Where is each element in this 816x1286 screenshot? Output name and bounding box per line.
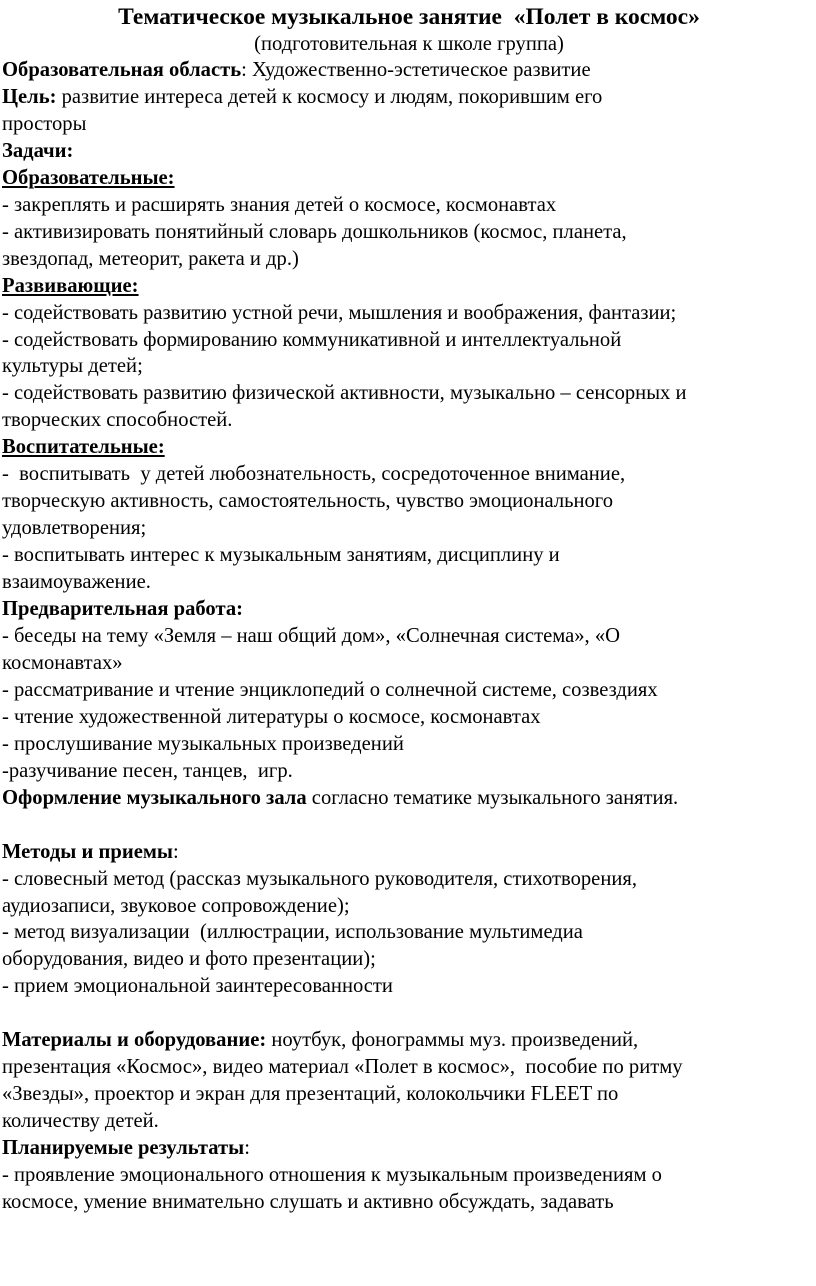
- area-sep: :: [241, 59, 252, 81]
- list-item: - прослушивание музыкальных произведений: [2, 732, 404, 755]
- list-item: творческих способностей.: [2, 409, 233, 432]
- list-item: космонавтах»: [2, 651, 123, 674]
- results-sep: :: [244, 1137, 250, 1160]
- list-item: - содействовать развитию устной речи, мышления и воображения, фантазии;: [2, 301, 677, 324]
- list-item: - воспитывать у детей любознательность, сосредоточенное внимание,: [2, 463, 626, 486]
- list-item: - метод визуализации (иллюстрации, использование мультимедиа: [2, 921, 583, 944]
- list-item: космосе, умение внимательно слушать и активно обсуждать, задавать: [2, 1191, 614, 1213]
- page-subtitle: (подготовительная к школе группа): [254, 33, 564, 55]
- list-item: - рассматривание и чтение энциклопедий о солнечной системе, созвездиях: [2, 678, 658, 701]
- blank-line: [2, 1000, 816, 1027]
- list-item: «Звезды», проектор и экран для презентаций, колокольчики FLEET по: [2, 1083, 619, 1106]
- list-item: - воспитывать интерес к музыкальным занятиям, дисциплину и: [2, 544, 560, 567]
- list-item: - содействовать развитию физической активности, музыкально – сенсорных и: [2, 382, 687, 405]
- list-item: - проявление эмоционального отношения к музыкальным произведениям о: [2, 1164, 662, 1187]
- upbringing-heading: Воспитательные:: [2, 436, 165, 459]
- goal-line: [2, 84, 816, 111]
- list-item: -разучивание песен, танцев, игр.: [2, 759, 293, 782]
- area-text: Художественно-эстетическое развитие: [252, 59, 591, 81]
- list-item: количеству детей.: [2, 1110, 159, 1133]
- list-item: взаимоуважение.: [2, 571, 151, 594]
- list-item: презентация «Космос», видео материал «Полет в космос», пособие по ритму: [2, 1056, 683, 1079]
- list-item: культуры детей;: [2, 355, 143, 378]
- goal-line-2: просторы: [2, 112, 87, 135]
- list-item: - закреплять и расширять знания детей о космосе, космонавтах: [2, 193, 557, 216]
- materials-text: ноутбук, фонограммы муз. произведений,: [266, 1029, 639, 1052]
- area-line: [2, 57, 816, 84]
- hall-text: согласно тематике музыкального занятия.: [306, 786, 679, 809]
- tasks-heading: Задачи:: [2, 139, 74, 162]
- methods-heading: Методы и приемы: [2, 840, 173, 863]
- area-label: Образовательная область: [2, 59, 242, 81]
- list-item: - прием эмоциональной заинтересованности: [2, 975, 393, 998]
- educational-heading: Образовательные:: [2, 166, 175, 189]
- results-heading-line: [2, 1135, 816, 1162]
- list-item: - беседы на тему «Земля – наш общий дом», «Солнечная система», «О: [2, 625, 621, 648]
- blank-line: [2, 812, 816, 839]
- list-item: звездопад, метеорит, ракета и др.): [2, 247, 299, 270]
- goal-text-1: развитие интереса детей к космосу и людям, покорившим его: [56, 85, 603, 108]
- list-item: - чтение художественной литературы о космосе, космонавтах: [2, 705, 541, 728]
- materials-heading: Материалы и оборудование:: [2, 1029, 267, 1052]
- hall-label: Оформление музыкального зала: [2, 786, 307, 809]
- list-item: аудиозаписи, звуковое сопровождение);: [2, 894, 350, 917]
- methods-heading-line: [2, 839, 816, 866]
- results-heading: Планируемые результаты: [2, 1137, 245, 1160]
- materials-line: [2, 1027, 816, 1054]
- developing-heading: Развивающие:: [2, 274, 139, 297]
- goal-label: Цель:: [2, 85, 57, 108]
- methods-sep: :: [172, 840, 179, 863]
- list-item: творческую активность, самостоятельность, чувство эмоционального: [2, 490, 614, 513]
- list-item: - словесный метод (рассказ музыкального руководителя, стихотворения,: [2, 867, 637, 890]
- hall-line: [2, 785, 816, 812]
- preliminary-heading: Предварительная работа:: [2, 598, 243, 621]
- list-item: - содействовать формированию коммуникативной и интеллектуальной: [2, 328, 622, 351]
- list-item: оборудования, видео и фото презентации);: [2, 948, 376, 971]
- list-item: удовлетворения;: [2, 517, 147, 540]
- list-item: - активизировать понятийный словарь дошкольников (космос, планета,: [2, 220, 627, 243]
- page-title: Тематическое музыкальное занятие «Полет в космос»: [118, 4, 700, 30]
